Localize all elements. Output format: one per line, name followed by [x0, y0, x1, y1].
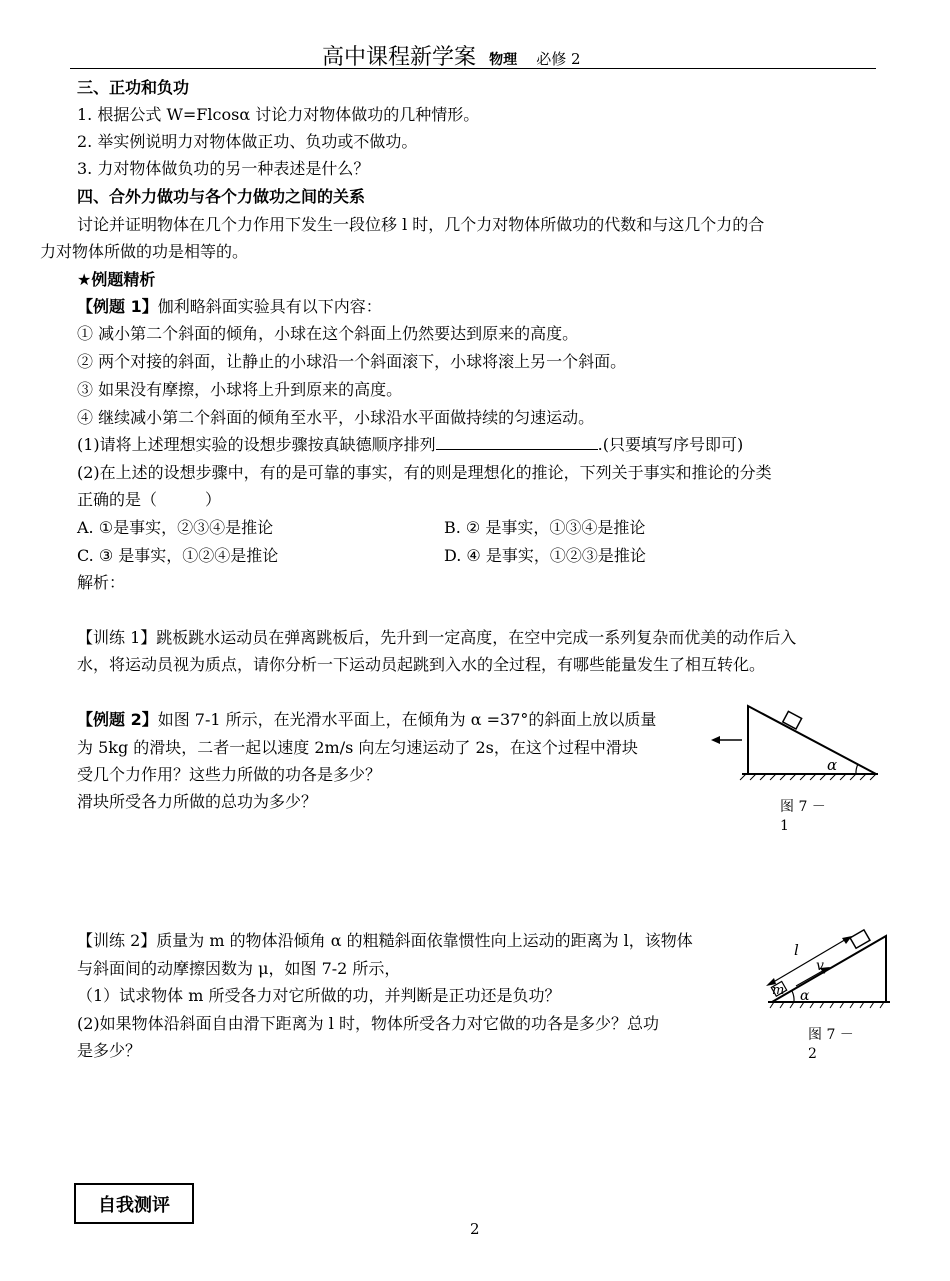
- incline-wedge: [748, 706, 876, 774]
- angle-label: α: [800, 988, 810, 1004]
- section4-heading: 四、合外力做功与各个力做功之间的关系: [77, 187, 366, 206]
- example1-intro-line: [77, 293, 382, 320]
- training2-line-5: 是多少？: [77, 1041, 142, 1060]
- examples-heading: ★例题精析: [77, 270, 156, 289]
- section3-item-2: 2. 举实例说明力对物体做正功、负功或不做功。: [77, 132, 418, 151]
- label-v: v: [816, 958, 824, 974]
- header-subject: 物理: [489, 52, 518, 68]
- option-d: D. ④ 是事实，①②③是推论: [444, 546, 646, 565]
- section3-item-3: 3. 力对物体做负功的另一种表述是什么？: [77, 159, 370, 178]
- header-title: 高中课程新学案: [322, 45, 477, 70]
- figure-7-2-caption-1: 图 7 －: [808, 1027, 854, 1043]
- example2-line-3: 受几个力作用？这些力所做的功各是多少？: [77, 765, 382, 784]
- example1-question-2-line-1: (2)在上述的设想步骤中，有的是可靠的事实，有的则是理想化的推论，下列关于事实和推论的分类: [77, 463, 772, 482]
- example2-text-1: 如图 7-1 所示，在光滑水平面上，在倾角为 α =37°的斜面上放以质量: [157, 710, 657, 729]
- self-test-heading: 自我测评: [74, 1183, 194, 1224]
- example2-label: 【例题 2】: [77, 710, 158, 729]
- example1-step-4: ④ 继续减小第二个斜面的倾角至水平，小球沿水平面做持续的匀速运动。: [77, 408, 595, 427]
- section3-heading: 三、正功和负功: [77, 78, 190, 97]
- section4-line-1: 讨论并证明物体在几个力作用下发生一段位移 l 时，几个力对物体所做功的代数和与这几个力的合: [77, 215, 765, 234]
- analysis-label: 解析：: [77, 573, 126, 592]
- training2-line-3: （1）试求物体 m 所受各力对它所做的功，并判断是正功还是负功？: [77, 986, 561, 1005]
- training2-line-2: 与斜面间的动摩擦因数为 μ，如图 7-2 所示，: [77, 959, 401, 978]
- answer-blank[interactable]: [436, 433, 598, 450]
- training1-line-2: 水，将运动员视为质点，请你分析一下运动员起跳到入水的全过程，有哪些能量发生了相互转化。: [77, 655, 766, 674]
- section3-item-1: 1. 根据公式 W=Flcosα 讨论力对物体做功的几种情形。: [77, 105, 480, 124]
- figure-7-1-caption-1: 图 7 －: [780, 799, 826, 815]
- label-m: m: [772, 983, 785, 998]
- label-l: l: [794, 941, 799, 959]
- option-c: C. ③ 是事实，①②④是推论: [77, 546, 279, 565]
- figure-7-2-caption-2: 2: [808, 1046, 817, 1062]
- example1-intro: 伽利略斜面实验具有以下内容：: [157, 297, 382, 316]
- section4-line-2: 力对物体所做的功是相等的。: [40, 242, 249, 261]
- example1-step-3: ③ 如果没有摩擦，小球将上升到原来的高度。: [77, 380, 403, 399]
- figure-7-1-diagram: [706, 700, 886, 790]
- header-volume: 必修 2: [536, 50, 581, 68]
- example2-line-2: 为 5kg 的滑块，二者一起以速度 2m/s 向左匀速运动了 2s，在这个过程中滑块: [77, 738, 638, 757]
- option-b: B. ② 是事实，①③④是推论: [444, 518, 646, 537]
- example2-line-4: 滑块所受各力所做的总功为多少？: [77, 792, 318, 811]
- example1-step-1: ① 减小第二个斜面的倾角，小球在这个斜面上仍然要达到原来的高度。: [77, 324, 579, 343]
- example1-label: 【例题 1】: [77, 297, 158, 316]
- example1-step-2: ② 两个对接的斜面，让静止的小球沿一个斜面滚下，小球将滚上另一个斜面。: [77, 352, 627, 371]
- training2-line-4: (2)如果物体沿斜面自由滑下距离为 l 时，物体所受各力对它做的功各是多少？总功: [77, 1014, 659, 1033]
- option-a: A. ①是事实，②③④是推论: [77, 518, 274, 537]
- page-header: [322, 40, 581, 71]
- example2-line-1: [77, 706, 656, 733]
- example1-q1-suffix: .(只要填写序号即可): [597, 435, 744, 454]
- training1-line-1: 【训练 1】跳板跳水运动员在弹离跳板后，先升到一定高度，在空中完成一系列复杂而优美的动作后入: [77, 628, 797, 647]
- header-rule: [70, 68, 876, 69]
- example1-question-2-line-2: 正确的是（ ）: [77, 490, 222, 509]
- example1-question-1: [77, 431, 743, 458]
- arrow-head: [711, 736, 720, 744]
- angle-label: α: [827, 756, 838, 774]
- training2-line-1: 【训练 2】质量为 m 的物体沿倾角 α 的粗糙斜面依靠惯性向上运动的距离为 l，该物体: [77, 931, 693, 950]
- block-top: [850, 930, 870, 948]
- incline-wedge: [772, 936, 886, 1002]
- page-number: 2: [470, 1220, 480, 1238]
- figure-7-2-diagram: [756, 920, 896, 1012]
- example1-q1-text: (1)请将上述理想实验的设想步骤按真缺德顺序排列: [77, 435, 436, 454]
- figure-7-1-caption-2: 1: [780, 818, 789, 834]
